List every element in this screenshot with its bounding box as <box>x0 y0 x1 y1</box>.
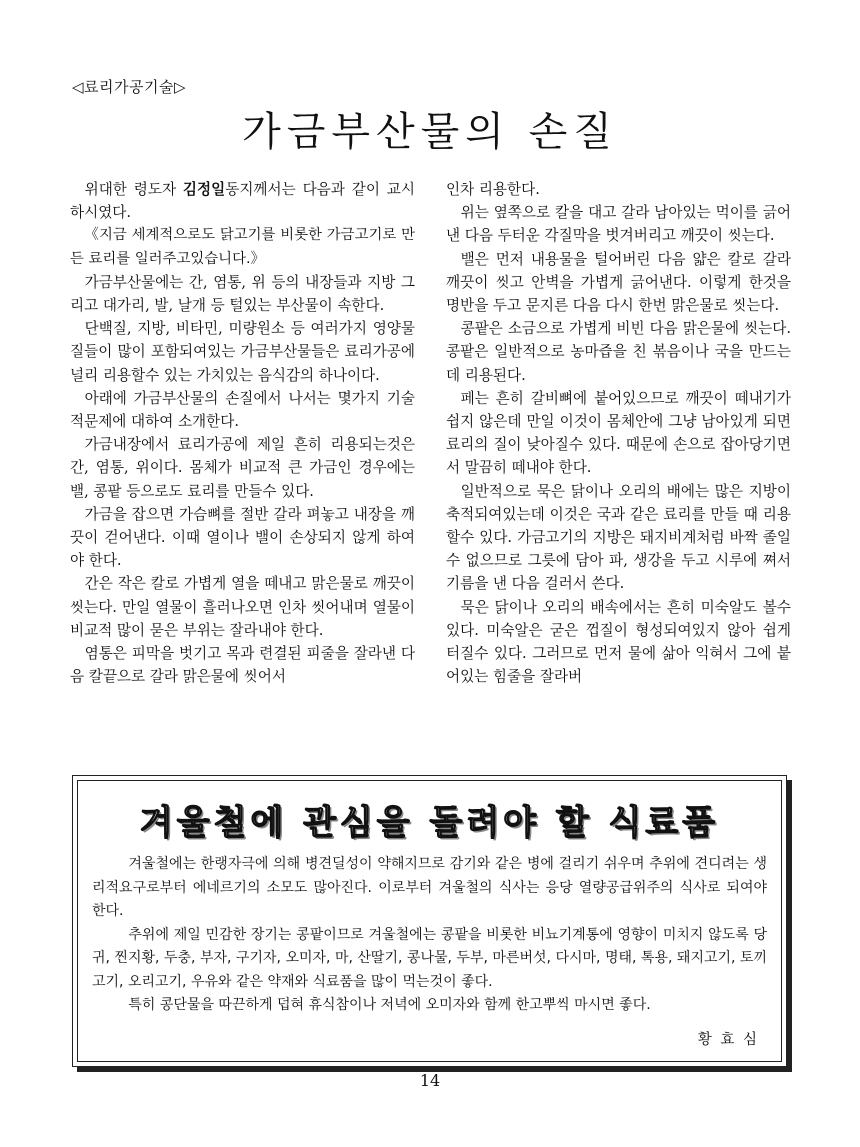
left-column <box>70 178 415 688</box>
paragraph-intro <box>70 178 415 224</box>
paragraph: 밸은 먼저 내용물을 털어버린 다음 얇은 칼로 갈라 깨끗이 씻고 안벽을 가볍게 긁어낸다. 이렇게 한것을 명반을 두고 문지른 다음 다시 한번 맑은물로 씻는다. <box>446 250 791 315</box>
paragraph: 간은 작은 칼로 가볍게 열을 떼내고 맑은물로 깨끗이 씻는다. 만일 열물이 흘러나오면 인차 씻어내며 열물이 비교적 많이 묻은 부위는 잘라내야 한다. <box>70 575 415 639</box>
box-author: 황 효 심 <box>697 1032 759 1048</box>
paragraph: 위는 옆쪽으로 칼을 대고 갈라 남아있는 먹이를 긁어낸 다음 두터운 각질막을 벗겨버리고 깨끗이 씻는다. <box>446 204 791 245</box>
article-title: 가금부산물의 손질 <box>242 109 618 155</box>
paragraph: 염통은 피막을 벗기고 목과 련결된 피줄을 잘라낸 다음 칼끝으로 갈라 맑은물에 씻어서 <box>70 645 415 686</box>
box-paragraph: 추위에 제일 민감한 장기는 콩팥이므로 겨울철에는 콩팥을 비롯한 비뇨기계통에 영향이 미치지 않도록 당귀, 찐지황, 두충, 부자, 구기자, 오미자, 마, 산딸기, 콩나물, 두부, 마른버섯, 다시마, 명태, 톡용, 돼지고기, 토끼고기, 오리고기, 우유와 같은 약재와 식료품을 많이 먹는것이 좋다. <box>92 926 767 990</box>
quote-paragraph: 《지금 세계적으로도 닭고기를 비롯한 가금고기로 만든 료리를 일러주고있습니다.》 <box>70 227 415 267</box>
leader-name: 김정일 <box>182 181 226 198</box>
section-tag: ◁료리가공기술▷ <box>72 78 187 96</box>
intro-prefix: 위대한 령도자 <box>84 181 183 198</box>
intro-suffix: 동지께서는 다음과 같이 교시하시였다. <box>70 181 415 222</box>
paragraph: 가금부산물에는 간, 염통, 위 등의 내장들과 지방 그리고 대가리, 발, 날개 등 털있는 부산물이 속한다. <box>70 273 415 315</box>
paragraph: 단백질, 지방, 비타민, 미량원소 등 여러가지 영양물질들이 많이 포함되여있는 가금부산물들은 료리가공에 널리 리용할수 있는 가치있는 음식감의 하나이다. <box>70 320 415 384</box>
paragraph: 일반적으로 묵은 닭이나 오리의 배에는 많은 지방이 축적되여있는데 이것은 국과 같은 료리를 만들 때 리용할수 있다. 가금고기의 지방은 돼지비계처럼 바짝 졸일수 없으므로 그릇에 담아 파, 생강을 두고 시루에 쪄서 기름을 낸 다음 걸러서 쓴다. <box>446 482 791 593</box>
paragraph: 가금내장에서 료리가공에 제일 흔히 리용되는것은 간, 염통, 위이다. 몸체가 비교적 큰 가금인 경우에는 밸, 콩팥 등으로도 료리를 만들수 있다. <box>70 436 415 500</box>
paragraph: 콩팥은 소금으로 가볍게 비빈 다음 맑은물에 씻는다. 콩팥은 일반적으로 농마즙을 친 볶음이나 국을 만드는데 리용된다. <box>446 320 791 384</box>
paragraph: 아래에 가금부산물의 손질에서 나서는 몇가지 기술적문제에 대하여 소개한다. <box>70 389 415 431</box>
paragraph: 묵은 닭이나 오리의 배속에서는 흔히 미숙알도 볼수 있다. 미숙알은 굳은 껍질이 형성되여있지 않아 쉽게 터질수 있다. 그러므로 먼저 물에 삶아 익혀서 그에 붙어있는 힘줄을 잘라버 <box>446 598 791 686</box>
page-number: 14 <box>419 1071 441 1090</box>
paragraph-continued: 인차 리용한다. <box>446 181 540 198</box>
sidebar-box-title: 겨울철에 관심을 돌려야 할 식료품 <box>139 803 720 843</box>
box-paragraph: 특히 콩단물을 따끈하게 덥혀 휴식참이나 저녁에 오미자와 함께 한고뿌씩 마시면 좋다. <box>128 997 651 1013</box>
sidebar-box <box>72 775 787 1067</box>
paragraph: 페는 흔히 갈비뼈에 붙어있으므로 깨끗이 떼내기가 쉽지 않은데 만일 이것이 몸체안에 그냥 남아있게 되면 료리의 질이 낮아질수 있다. 때문에 손으로 잡아당기면서 말끔히 떼내야 한다. <box>446 389 791 477</box>
right-column <box>446 178 791 688</box>
sidebar-box-inner-frame <box>77 780 782 1062</box>
paragraph: 가금을 잡으면 가슴뼈를 절반 갈라 펴놓고 내장을 깨끗이 걷어낸다. 이때 열이나 밸이 손상되지 않게 하여야 한다. <box>70 505 415 570</box>
sidebar-box-body <box>92 853 767 1018</box>
box-paragraph: 겨울철에는 한랭자극에 의해 병견딜성이 약해지므로 감기와 같은 병에 걸리기 쉬우며 추위에 견디려는 생리적요구로부터 에네르기의 소모도 많아진다. 이로부터 겨울철의 식사는 응당 열량공급위주의 식사로 되여야 한다. <box>92 856 767 919</box>
